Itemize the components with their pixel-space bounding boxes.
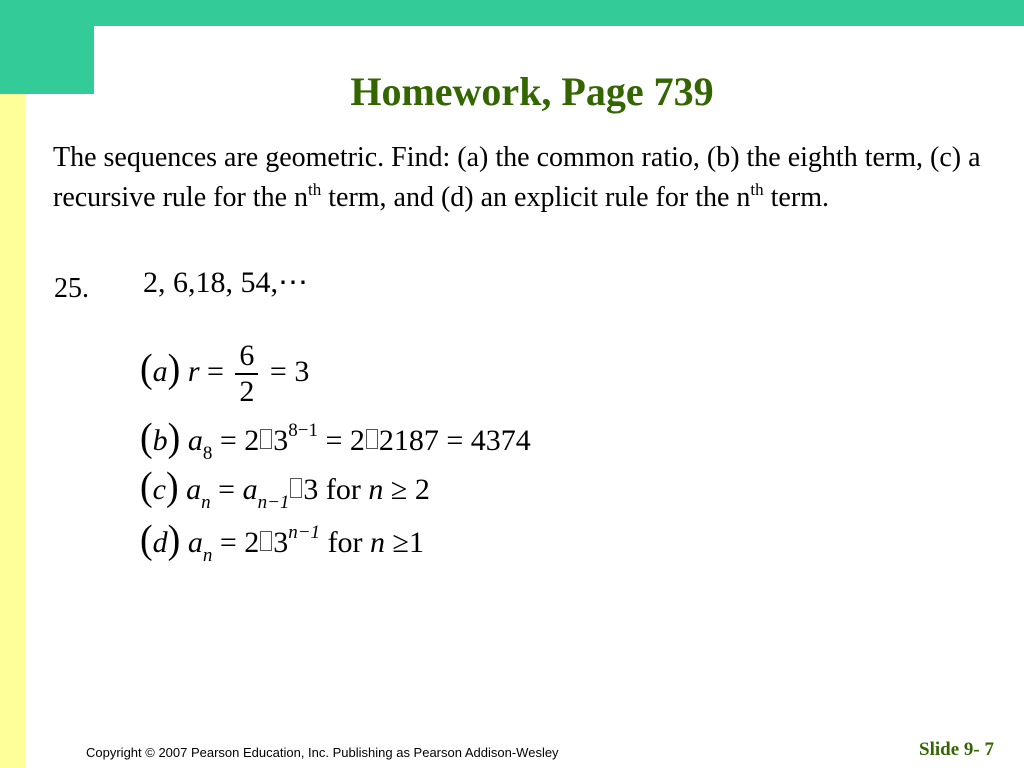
- equals-sign: =: [210, 473, 243, 506]
- eighth-term-mid: = 2: [317, 424, 365, 457]
- power-base: 3: [273, 424, 289, 457]
- fraction-numerator: 6: [235, 339, 258, 375]
- equals-sign: =: [199, 354, 232, 388]
- problem-number: 25.: [54, 273, 89, 304]
- paren-close: ): [167, 517, 181, 563]
- paren-close: ): [165, 464, 179, 510]
- answer-c: [140, 464, 430, 513]
- fraction-denominator: 2: [239, 375, 255, 408]
- slide-number: Slide 9- 7: [919, 739, 994, 760]
- explicit-condition: ≥1: [385, 526, 425, 559]
- explicit-rule-rest: for: [320, 526, 371, 559]
- term-subscript: n: [201, 492, 211, 513]
- instructions-sup-2: th: [750, 179, 764, 199]
- copyright-notice: Copyright © 2007 Pearson Education, Inc. Publishing as Pearson Addison-Wesley: [86, 745, 559, 760]
- top-accent-bar: [0, 0, 1024, 26]
- eighth-term-result: 2187 = 4374: [378, 424, 531, 457]
- paren-close: ): [167, 346, 181, 391]
- term-variable: a: [187, 526, 203, 559]
- paren-open: (: [140, 415, 153, 461]
- term-subscript: 8: [202, 443, 213, 464]
- power-base: 3: [273, 526, 289, 559]
- previous-term-variable: a: [242, 473, 258, 506]
- paren-open: (: [140, 464, 153, 510]
- term-variable: a: [187, 424, 203, 457]
- eighth-term-lhs: = 2: [212, 424, 260, 457]
- recursive-rule-rest: 3 for: [303, 473, 369, 506]
- instructions-text-2: term, and (d) an explicit rule for the n: [321, 182, 751, 213]
- paren-open: (: [140, 517, 153, 563]
- paren-open: (: [140, 346, 153, 391]
- instructions-sup-1: th: [308, 179, 322, 199]
- ratio-variable: r: [187, 354, 200, 388]
- slide-title: Homework, Page 739: [350, 69, 714, 114]
- sequence-expression: 2, 6,18, 54,⋯: [143, 266, 308, 299]
- left-accent-bar: [0, 94, 26, 768]
- ratio-result: = 3: [262, 354, 310, 388]
- answer-d: [140, 517, 425, 566]
- answer-a-label: a: [152, 354, 168, 388]
- paren-close: ): [167, 415, 181, 461]
- recursive-condition: ≥ 2: [383, 473, 430, 506]
- instructions-text-1: The sequences are geometric. Find: (a) the common ratio, (b) the eighth term, (c) a recursive rule for the n: [53, 142, 981, 213]
- term-subscript: n: [202, 545, 213, 566]
- explicit-rule-lhs: = 2: [212, 526, 260, 559]
- power-exponent: n−1: [288, 522, 321, 543]
- answer-b: [140, 415, 531, 464]
- instructions-text-3: term.: [763, 182, 829, 213]
- missing-glyph-box: [366, 429, 378, 449]
- answer-c-label: c: [152, 473, 166, 506]
- n-variable: n: [368, 473, 384, 506]
- problem-instructions: [53, 138, 983, 218]
- ratio-fraction: [235, 339, 258, 409]
- missing-glyph-box: [260, 531, 272, 551]
- answer-b-label: b: [152, 424, 168, 457]
- term-variable: a: [186, 473, 202, 506]
- missing-glyph-box: [290, 478, 302, 498]
- previous-term-subscript: n−1: [257, 492, 290, 513]
- answer-a: [140, 339, 309, 409]
- n-variable: n: [370, 526, 386, 559]
- answer-d-label: d: [152, 526, 168, 559]
- power-exponent: 8−1: [288, 420, 318, 441]
- missing-glyph-box: [260, 429, 272, 449]
